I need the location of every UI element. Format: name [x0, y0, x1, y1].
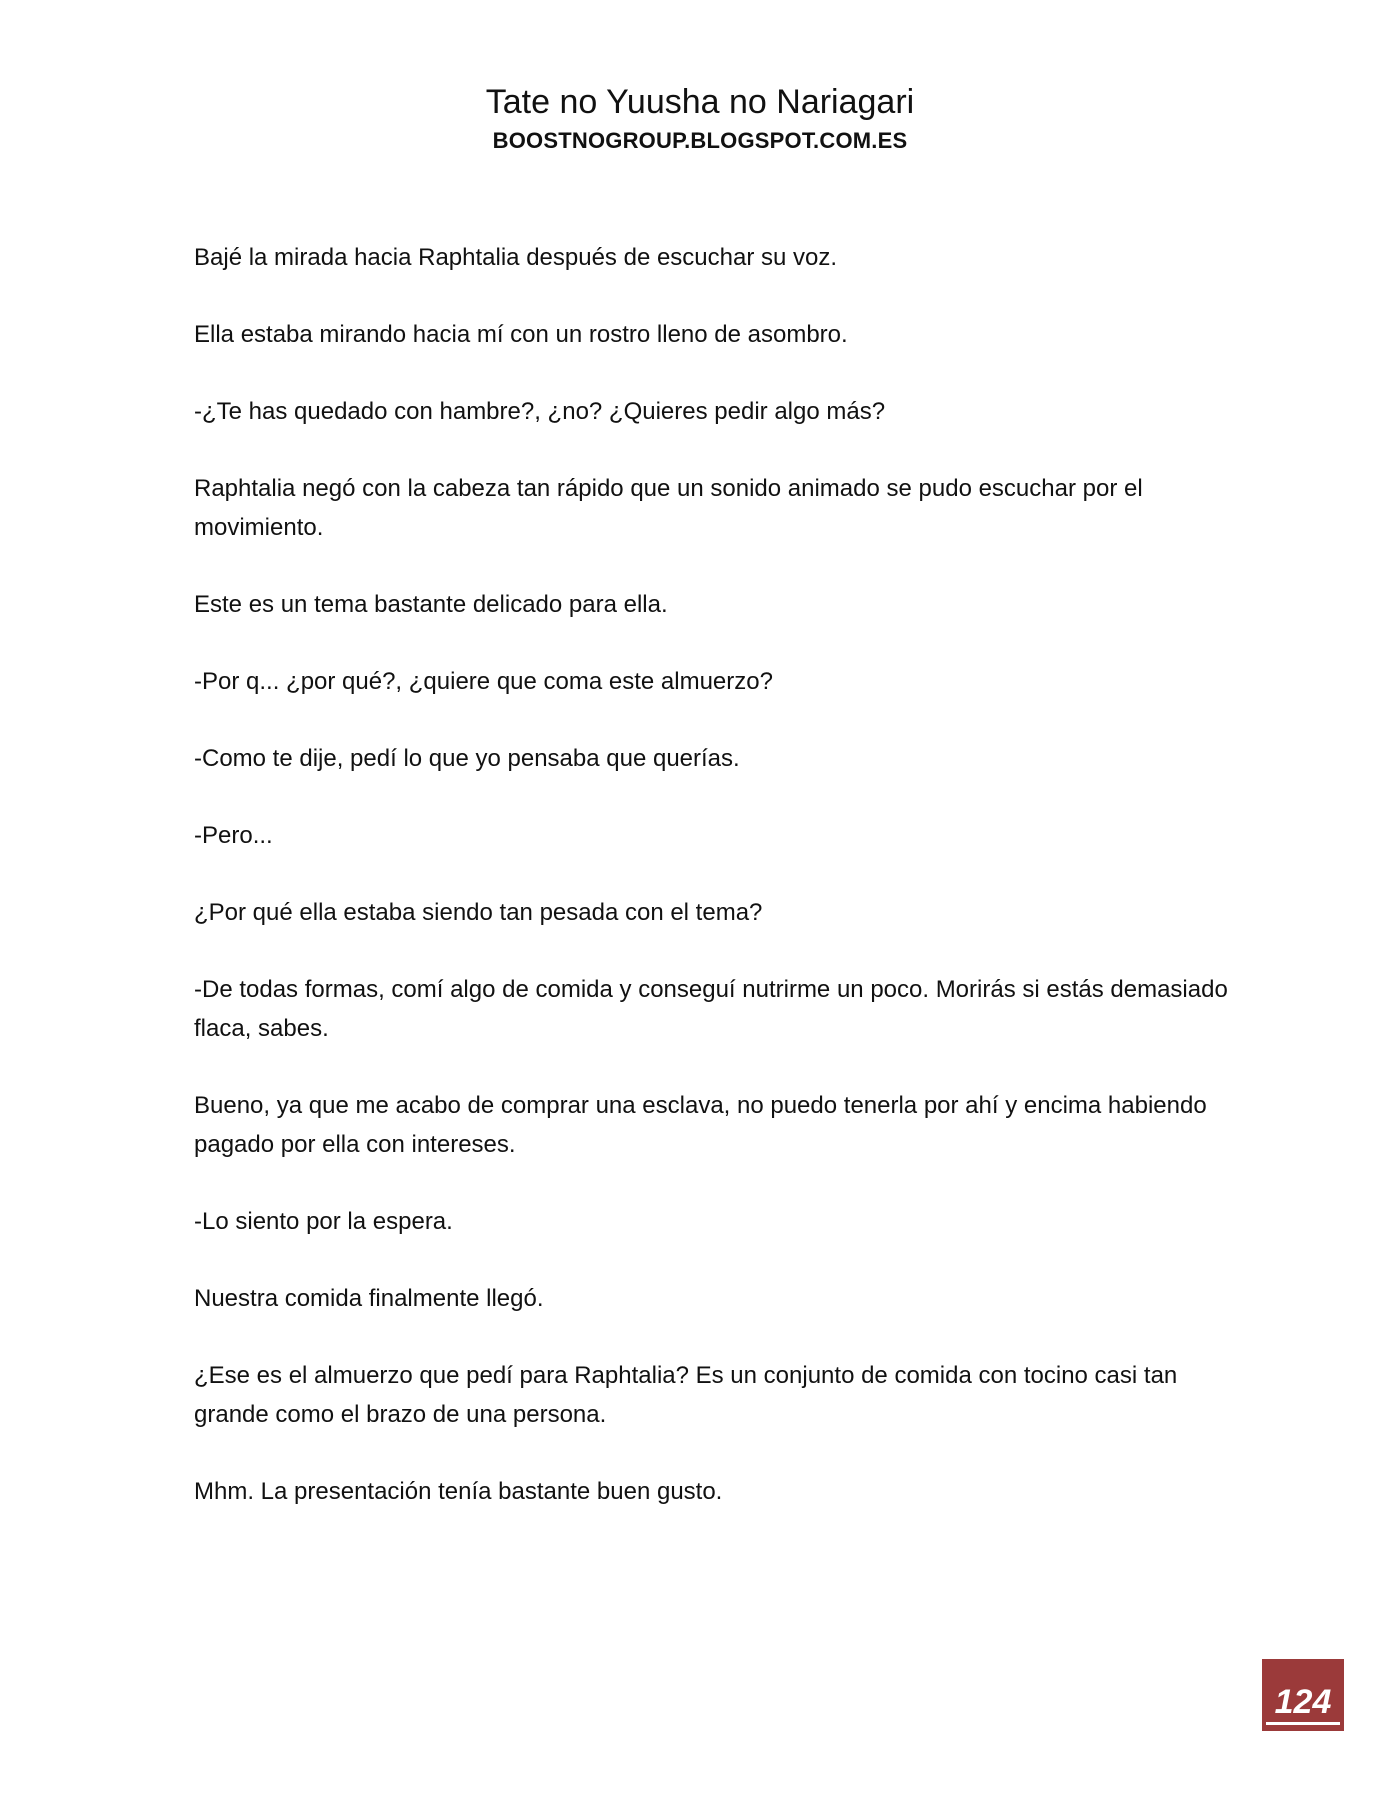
paragraph: ¿Por qué ella estaba siendo tan pesada con el tema?: [194, 899, 763, 926]
page-number: 124: [1266, 1682, 1340, 1725]
paragraph: -Como te dije, pedí lo que yo pensaba que querías.: [194, 745, 740, 772]
book-title: Tate no Yuusha no Nariagari: [485, 83, 915, 121]
page-number-badge: [1262, 1659, 1344, 1731]
paragraph: Bueno, ya que me acabo de comprar una esclava, no puedo tenerla por ahí y encima habiendo pagado por ella con intereses.: [194, 1092, 1207, 1158]
paragraph: -De todas formas, comí algo de comida y conseguí nutrirme un poco. Morirás si estás demasiado flaca, sabes.: [194, 976, 1228, 1042]
paragraph: Bajé la mirada hacia Raphtalia después de escuchar su voz.: [194, 244, 838, 271]
paragraph: Raphtalia negó con la cabeza tan rápido que un sonido animado se pudo escuchar por el movimiento.: [194, 475, 1143, 541]
site-url: BOOSTNOGROUP.BLOGSPOT.COM.ES: [492, 128, 908, 153]
paragraph: -Lo siento por la espera.: [194, 1208, 453, 1235]
paragraph: Nuestra comida finalmente llegó.: [194, 1285, 544, 1312]
paragraph: -Por q... ¿por qué?, ¿quiere que coma este almuerzo?: [194, 668, 773, 695]
paragraph: Mhm. La presentación tenía bastante buen gusto.: [194, 1478, 723, 1505]
paragraph: -Pero...: [194, 822, 273, 849]
chapter-body: [194, 238, 1234, 1549]
paragraph: ¿Ese es el almuerzo que pedí para Raphtalia? Es un conjunto de comida con tocino casi tan grande como el brazo de una persona.: [194, 1362, 1178, 1428]
paragraph: -¿Te has quedado con hambre?, ¿no? ¿Quieres pedir algo más?: [194, 398, 886, 425]
paragraph: Ella estaba mirando hacia mí con un rostro lleno de asombro.: [194, 321, 848, 348]
paragraph: Este es un tema bastante delicado para ella.: [194, 591, 668, 618]
page-header: [0, 80, 1400, 156]
